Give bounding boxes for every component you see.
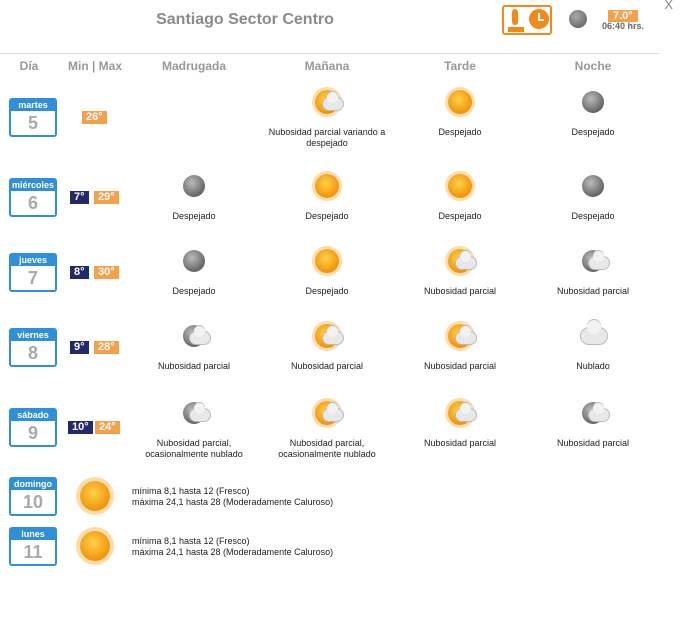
- sun-icon: [444, 86, 476, 118]
- condition-label: Despejado: [571, 127, 615, 137]
- extended-min-text: mínima 8,1 hasta 12 (Fresco): [132, 536, 250, 546]
- condition-label: Nubosidad parcial, ocasionalmente nublado: [278, 438, 376, 459]
- forecast-cell-manana: [262, 86, 392, 149]
- condition-label: Despejado: [172, 211, 216, 221]
- forecast-cell-madrugada: [129, 320, 259, 372]
- forecast-cell-madrugada: [129, 170, 259, 222]
- close-button[interactable]: X: [664, 0, 673, 12]
- forecast-cell-tarde: [395, 245, 525, 297]
- day-name: miércoles: [11, 180, 55, 190]
- day-badge: [9, 253, 57, 292]
- extended-min-text: mínima 8,1 hasta 12 (Fresco): [132, 486, 250, 496]
- condition-label: Nubosidad parcial variando a despejado: [268, 127, 386, 148]
- column-header-min-max: Min | Max: [67, 59, 123, 73]
- condition-label: Despejado: [438, 211, 482, 221]
- forecast-cell-noche: [528, 320, 658, 372]
- max-temp: 28°: [94, 341, 119, 354]
- sun-icon: [444, 170, 476, 202]
- current-time: 06:40 hrs.: [602, 21, 645, 31]
- day-badge: [9, 178, 57, 217]
- condition-label: Nublado: [576, 361, 610, 371]
- day-badge: [9, 477, 57, 516]
- condition-label: Despejado: [305, 286, 349, 296]
- moon-icon: [178, 245, 210, 277]
- moon-icon: [178, 170, 210, 202]
- condition-label: Despejado: [571, 211, 615, 221]
- moon-icon: [569, 10, 587, 28]
- extended-max-text: máxima 24,1 hasta 28 (Moderadamente Caluroso): [132, 497, 334, 507]
- condition-label: Nubosidad parcial: [290, 361, 364, 371]
- forecast-cell-madrugada: [129, 245, 259, 297]
- condition-label: Nubosidad parcial: [157, 361, 231, 371]
- day-number: 11: [23, 542, 43, 562]
- current-temperature: 7.0°: [608, 10, 638, 22]
- max-temp: 29°: [94, 191, 119, 204]
- day-badge: [9, 527, 57, 566]
- sun-cloud-icon: [444, 320, 476, 352]
- forecast-cell-tarde: [395, 320, 525, 372]
- forecast-cell-manana: [262, 170, 392, 222]
- forecast-cell-tarde: [395, 170, 525, 222]
- max-temp: 30°: [94, 266, 119, 279]
- day-name: jueves: [11, 255, 55, 266]
- sun-icon: [80, 481, 110, 511]
- cloud-icon: [577, 320, 609, 352]
- forecast-cell-tarde: [395, 397, 525, 449]
- day-badge: [9, 328, 57, 367]
- forecast-cell-noche: [528, 170, 658, 222]
- forecast-cell-noche: [528, 397, 658, 449]
- forecast-cell-noche: [528, 245, 658, 297]
- max-temp: 26°: [82, 111, 107, 124]
- day-name: martes: [11, 100, 55, 111]
- sun-icon: [311, 245, 343, 277]
- column-header-manana: Mañana: [304, 59, 350, 73]
- moon-icon: [577, 86, 609, 118]
- forecast-cell-madrugada: [129, 397, 259, 460]
- sun-icon: [80, 531, 110, 561]
- min-temp: 7°: [70, 191, 89, 204]
- forecast-cell-manana: [262, 245, 392, 297]
- day-number: 10: [22, 492, 44, 512]
- day-name: sábado: [11, 410, 55, 421]
- day-number: 5: [27, 113, 38, 133]
- day-number: 6: [27, 193, 38, 213]
- column-header-madrugada: Madrugada: [161, 59, 226, 73]
- thermometer-clock-icon[interactable]: [502, 5, 552, 35]
- max-temp: 24°: [95, 421, 120, 434]
- condition-label: Nubosidad parcial: [423, 286, 497, 296]
- moon-cloud-icon: [178, 320, 210, 352]
- sun-icon: [311, 170, 343, 202]
- condition-label: Nubosidad parcial, ocasionalmente nublado: [145, 438, 243, 459]
- condition-label: Nubosidad parcial: [556, 286, 630, 296]
- condition-label: Despejado: [172, 286, 216, 296]
- moon-cloud-icon: [577, 397, 609, 429]
- forecast-cell-tarde: [395, 86, 525, 138]
- condition-label: Nubosidad parcial: [423, 438, 497, 448]
- moon-icon: [577, 170, 609, 202]
- page-title: Santiago Sector Centro: [156, 11, 334, 28]
- min-temp: 10°: [68, 421, 93, 434]
- condition-label: Despejado: [438, 127, 482, 137]
- sun-cloud-icon: [311, 320, 343, 352]
- forecast-cell-noche: [528, 86, 658, 138]
- moon-cloud-icon: [178, 397, 210, 429]
- day-number: 9: [27, 423, 38, 443]
- day-number: 8: [27, 343, 38, 363]
- sun-cloud-icon: [444, 245, 476, 277]
- forecast-cell-manana: [262, 320, 392, 372]
- column-header-noche: Noche: [574, 59, 612, 73]
- sun-cloud-icon: [311, 86, 343, 118]
- min-temp: 9°: [70, 341, 89, 354]
- min-temp: 8°: [70, 266, 89, 279]
- day-badge: [9, 408, 57, 447]
- sun-cloud-icon: [311, 397, 343, 429]
- header-divider: [0, 53, 660, 54]
- day-name: viernes: [11, 330, 55, 341]
- day-number: 7: [27, 268, 38, 288]
- forecast-cell-manana: [262, 397, 392, 460]
- column-header-dia: Día: [19, 59, 39, 73]
- condition-label: Nubosidad parcial: [556, 438, 630, 448]
- condition-label: Nubosidad parcial: [423, 361, 497, 371]
- column-header-tarde: Tarde: [444, 59, 476, 73]
- day-name: lunes: [11, 529, 55, 540]
- day-badge: [9, 98, 57, 137]
- condition-label: Despejado: [305, 211, 349, 221]
- extended-max-text: máxima 24,1 hasta 28 (Moderadamente Caluroso): [132, 547, 334, 557]
- day-name: domingo: [11, 479, 55, 490]
- moon-cloud-icon: [577, 245, 609, 277]
- sun-cloud-icon: [444, 397, 476, 429]
